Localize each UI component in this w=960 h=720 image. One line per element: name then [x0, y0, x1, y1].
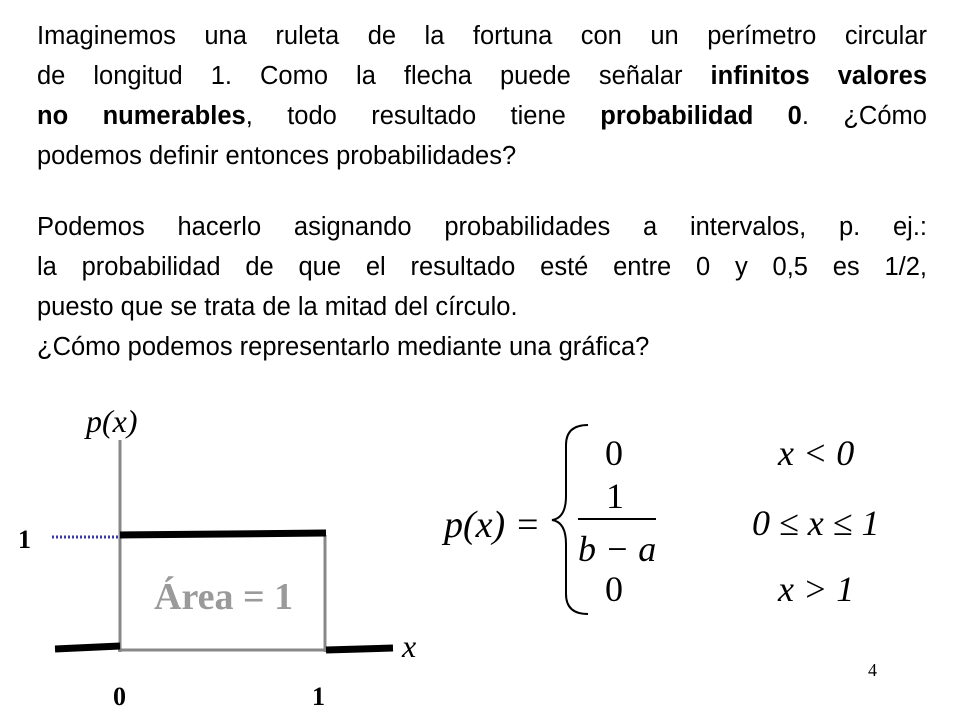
intro-line-2-text: de longitud 1. Como la flecha puede señalar: [37, 62, 711, 90]
body-line-3: puesto que se trata de la mitad del círculo.: [37, 293, 518, 321]
density-segment-left: [55, 646, 120, 649]
x-tick-label-1: 1: [312, 682, 325, 711]
density-segment-middle: [120, 533, 326, 535]
y-axis-label: p(x): [86, 403, 138, 439]
intro-line-1: Imaginemos una ruleta de la fortuna con un perímetro circular: [37, 22, 927, 50]
intro-line-4: podemos definir entonces probabilidades?: [37, 142, 517, 170]
body-line-2: la probabilidad de que el resultado esté entre 0 y 0,5 es 1/2,: [37, 253, 927, 281]
area-label: Área = 1: [154, 576, 294, 618]
probability-zero-emphasis: probabilidad 0: [600, 102, 802, 130]
intro-line-3-end: . ¿Cómo: [801, 102, 927, 130]
intro-line-3-text: , todo resultado tiene: [245, 102, 601, 130]
case2-numerator: 1: [606, 476, 624, 516]
case1-value: 0: [605, 433, 623, 473]
y-tick-label: 1: [18, 525, 31, 554]
x-axis-label: x: [402, 628, 417, 664]
body-line-4: ¿Cómo podemos representarlo mediante una gráfica?: [37, 333, 650, 361]
case2-condition: 0 ≤ x ≤ 1: [752, 503, 880, 543]
density-segment-right: [326, 648, 393, 650]
formula-lhs: p(x) =: [444, 504, 541, 546]
case2-denominator: b − a: [578, 529, 657, 569]
page-number: 4: [868, 660, 877, 680]
case3-value: 0: [605, 569, 623, 609]
x-tick-label-0: 0: [113, 682, 126, 711]
non-countable-emphasis: no numerables: [37, 102, 246, 130]
body-line-1: Podemos hacerlo asignando probabilidades a intervalos, p. ej.:: [37, 213, 927, 241]
infinite-values-emphasis: infinitos valores: [710, 62, 928, 90]
case1-condition: x < 0: [778, 433, 855, 473]
case3-condition: x > 1: [778, 569, 855, 609]
